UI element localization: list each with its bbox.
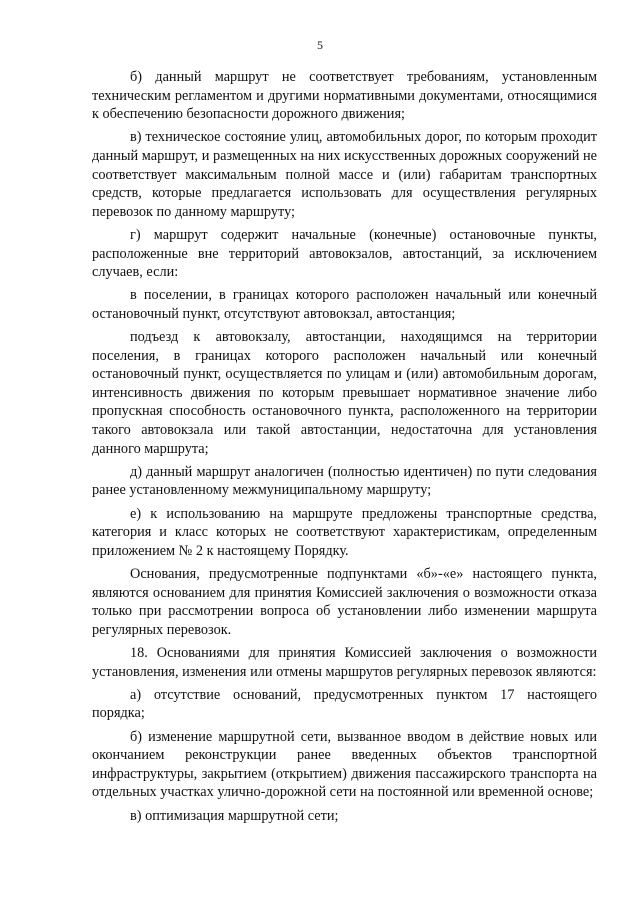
paragraph-e-vehicle-category: е) к использованию на маршруте предложены транспортные средства, категория и класс которых не соответствуют характеристикам, определенным приложением № 2 к настоящему Порядку. bbox=[92, 505, 597, 559]
paragraph-18-grounds: 18. Основаниями для принятия Комиссией заключения о возможности установления, изменения или отмены маршрутов регулярных перевозок являются: bbox=[92, 644, 597, 680]
paragraph-access-to-station: подъезд к автовокзалу, автостанции, находящимся на территории поселения, в границах которого расположен начальный или конечный остановочный пункт, осуществляется по улицам и (или) автомобильным дорогам, интенсивность движения по которым превышает нормативное значение либо пропускная способность остановочного пункта, расположенного на территории такого автовокзала или такой автостанции, недостаточна для установления данного маршрута; bbox=[92, 329, 597, 457]
paragraph-v-road-condition: в) техническое состояние улиц, автомобильных дорог, по которым проходит данный маршрут, и размещенных на них искусственных дорожных сооружений не соответствует максимальным полной массе и (или) габаритам транспортных средств, которые предлагается использовать для осуществления регулярных перевозок по данному маршруту; bbox=[92, 129, 597, 220]
paragraph-no-bus-station: в поселении, в границах которого расположен начальный или конечный остановочный пункт, отсутствуют автовокзал, автостанция; bbox=[92, 287, 597, 322]
page-number: 5 bbox=[317, 38, 323, 52]
paragraph-b-route-nonconformity: б) данный маршрут не соответствует требованиям, установленным техническим регламентом и другими нормативными документами, относящимися к обеспечению безопасности дорожного движения; bbox=[92, 69, 597, 123]
paragraph-v-network-optimization: в) оптимизация маршрутной сети; bbox=[130, 807, 339, 824]
paragraph-d-identical-route: д) данный маршрут аналогичен (полностью идентичен) по пути следования ранее установленному межмуниципальному маршруту; bbox=[92, 463, 597, 499]
paragraph-grounds-note: Основания, предусмотренные подпунктами «б»-«е» настоящего пункта, являются основанием для принятия Комиссией заключения о возможности отказа только при рассмотрении вопроса об установлении либо изменении маршрута регулярных перевозок. bbox=[92, 566, 597, 638]
paragraph-g-stops-outside-stations: г) маршрут содержит начальные (конечные) остановочные пункты, расположенные вне территорий автовокзалов, автостанций, за исключением случаев, если: bbox=[92, 226, 597, 281]
paragraph-b-network-change: б) изменение маршрутной сети, вызванное вводом в действие новых или окончанием реконструкции ранее введенных объектов транспортной инфраструктуры, закрытием (открытием) движения пассажирского транспорта на отдельных участках улично-дорожной сети на постоянной или временной основе; bbox=[92, 728, 597, 801]
paragraph-a-no-grounds: а) отсутствие оснований, предусмотренных пунктом 17 настоящего порядка; bbox=[92, 686, 597, 722]
document-body bbox=[92, 68, 597, 830]
